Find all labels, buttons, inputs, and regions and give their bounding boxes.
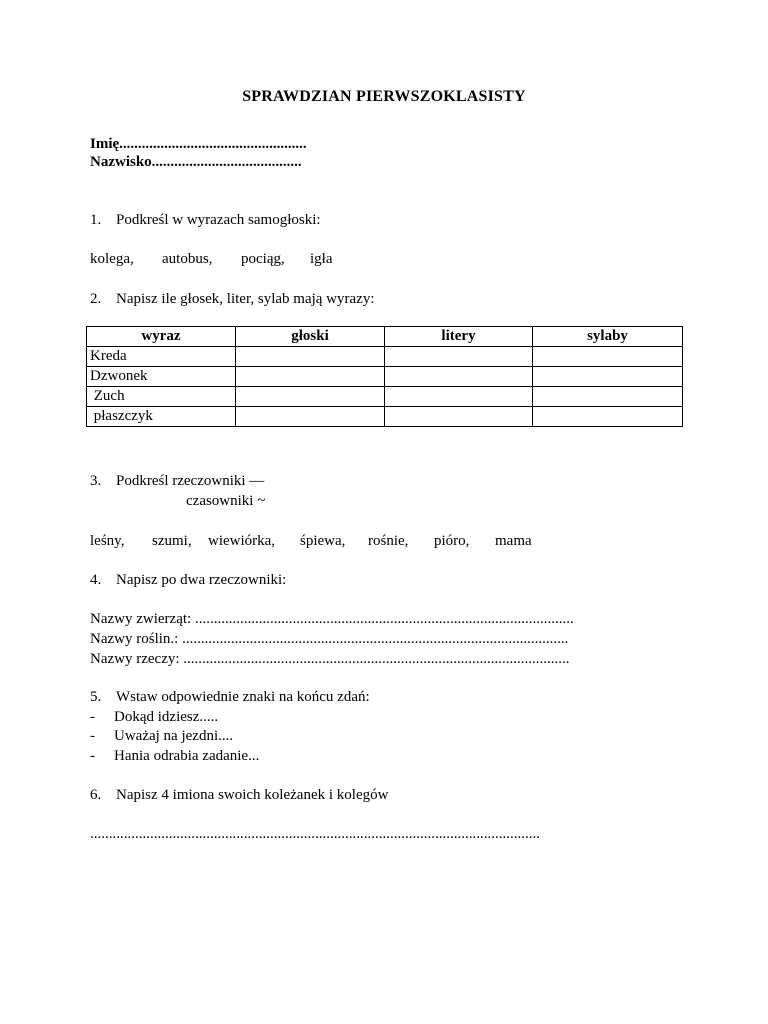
question-3-words (90, 532, 532, 550)
table-cell-word: płaszczyk (87, 407, 236, 427)
question-1 (90, 211, 321, 229)
word-item: pociąg, (241, 251, 285, 267)
question-text: Podkreśl w wyrazach samogłoski: (116, 212, 321, 228)
question-number: 5. (90, 689, 102, 705)
question-number: 4. (90, 572, 102, 588)
question-number: 6. (90, 787, 102, 803)
question-number: 2. (90, 291, 102, 307)
answer-line-plants[interactable]: Nazwy roślin.: ....................................................................................................... (90, 631, 569, 647)
page-title: SPRAWDZIAN PIERWSZOKLASISTY (242, 88, 526, 105)
question-number: 1. (90, 212, 102, 228)
question-5 (90, 688, 370, 706)
list-dash: - (90, 748, 95, 764)
question-text: Podkreśl rzeczowniki — (116, 473, 265, 489)
table-cell-sounds[interactable] (236, 407, 385, 427)
question-number: 3. (90, 473, 102, 489)
table-cell-letters[interactable] (385, 347, 533, 367)
sentence: Dokąd idziesz..... (114, 709, 219, 725)
question-1-words (90, 250, 333, 268)
table-header-row (87, 327, 683, 347)
question-2 (90, 290, 375, 308)
table-row (87, 387, 683, 407)
word-item: pióro, (434, 533, 470, 549)
word-item: wiewiórka, (208, 533, 276, 549)
word-analysis-table (86, 326, 683, 427)
word-item: mama (495, 533, 532, 549)
list-dash: - (90, 709, 95, 725)
column-header-letters: litery (385, 327, 533, 347)
question-text: Wstaw odpowiednie znaki na końcu zdań: (116, 689, 370, 705)
list-item (90, 708, 218, 726)
table-cell-sounds[interactable] (236, 387, 385, 407)
column-header-syllables: sylaby (533, 327, 683, 347)
table-row (87, 347, 683, 367)
table-cell-syllables[interactable] (533, 347, 683, 367)
question-text: Napisz ile głosek, liter, sylab mają wyrazy: (116, 291, 375, 307)
table-cell-syllables[interactable] (533, 387, 683, 407)
list-item (90, 747, 259, 765)
column-header-sounds: głoski (236, 327, 385, 347)
name-field-line: Imię.................................................. (90, 136, 307, 152)
word-item: igła (310, 251, 333, 267)
table-cell-syllables[interactable] (533, 407, 683, 427)
answer-line-things[interactable]: Nazwy rzeczy: ....................................................................................................... (90, 651, 570, 667)
question-3-second-line: czasowniki ~ (186, 493, 266, 509)
table-cell-word: Zuch (87, 387, 236, 407)
answer-line-names[interactable]: ........................................................................................................................ (90, 826, 540, 842)
word-item: rośnie, (368, 533, 409, 549)
list-dash: - (90, 728, 95, 744)
table-cell-letters[interactable] (385, 407, 533, 427)
word-item: kolega, (90, 251, 134, 267)
table-cell-word: Dzwonek (87, 367, 236, 387)
table-cell-word: Kreda (87, 347, 236, 367)
table-cell-letters[interactable] (385, 367, 533, 387)
answer-line-animals[interactable]: Nazwy zwierząt: ..................................................................................................... (90, 611, 574, 627)
question-3 (90, 472, 264, 490)
word-item: szumi, (152, 533, 192, 549)
word-item: leśny, (90, 533, 125, 549)
table-cell-sounds[interactable] (236, 367, 385, 387)
list-item (90, 727, 233, 745)
table-row (87, 367, 683, 387)
table-cell-sounds[interactable] (236, 347, 385, 367)
question-text: Napisz po dwa rzeczowniki: (116, 572, 287, 588)
sentence: Hania odrabia zadanie... (114, 748, 260, 764)
table-row (87, 407, 683, 427)
question-4 (90, 571, 286, 589)
column-header-word: wyraz (87, 327, 236, 347)
table-cell-letters[interactable] (385, 387, 533, 407)
surname-field-line: Nazwisko........................................ (90, 154, 302, 170)
table-cell-syllables[interactable] (533, 367, 683, 387)
question-text: Napisz 4 imiona swoich koleżanek i kolegów (116, 787, 389, 803)
word-item: śpiewa, (300, 533, 346, 549)
sentence: Uważaj na jezdni.... (114, 728, 234, 744)
question-6 (90, 786, 388, 804)
word-item: autobus, (162, 251, 213, 267)
